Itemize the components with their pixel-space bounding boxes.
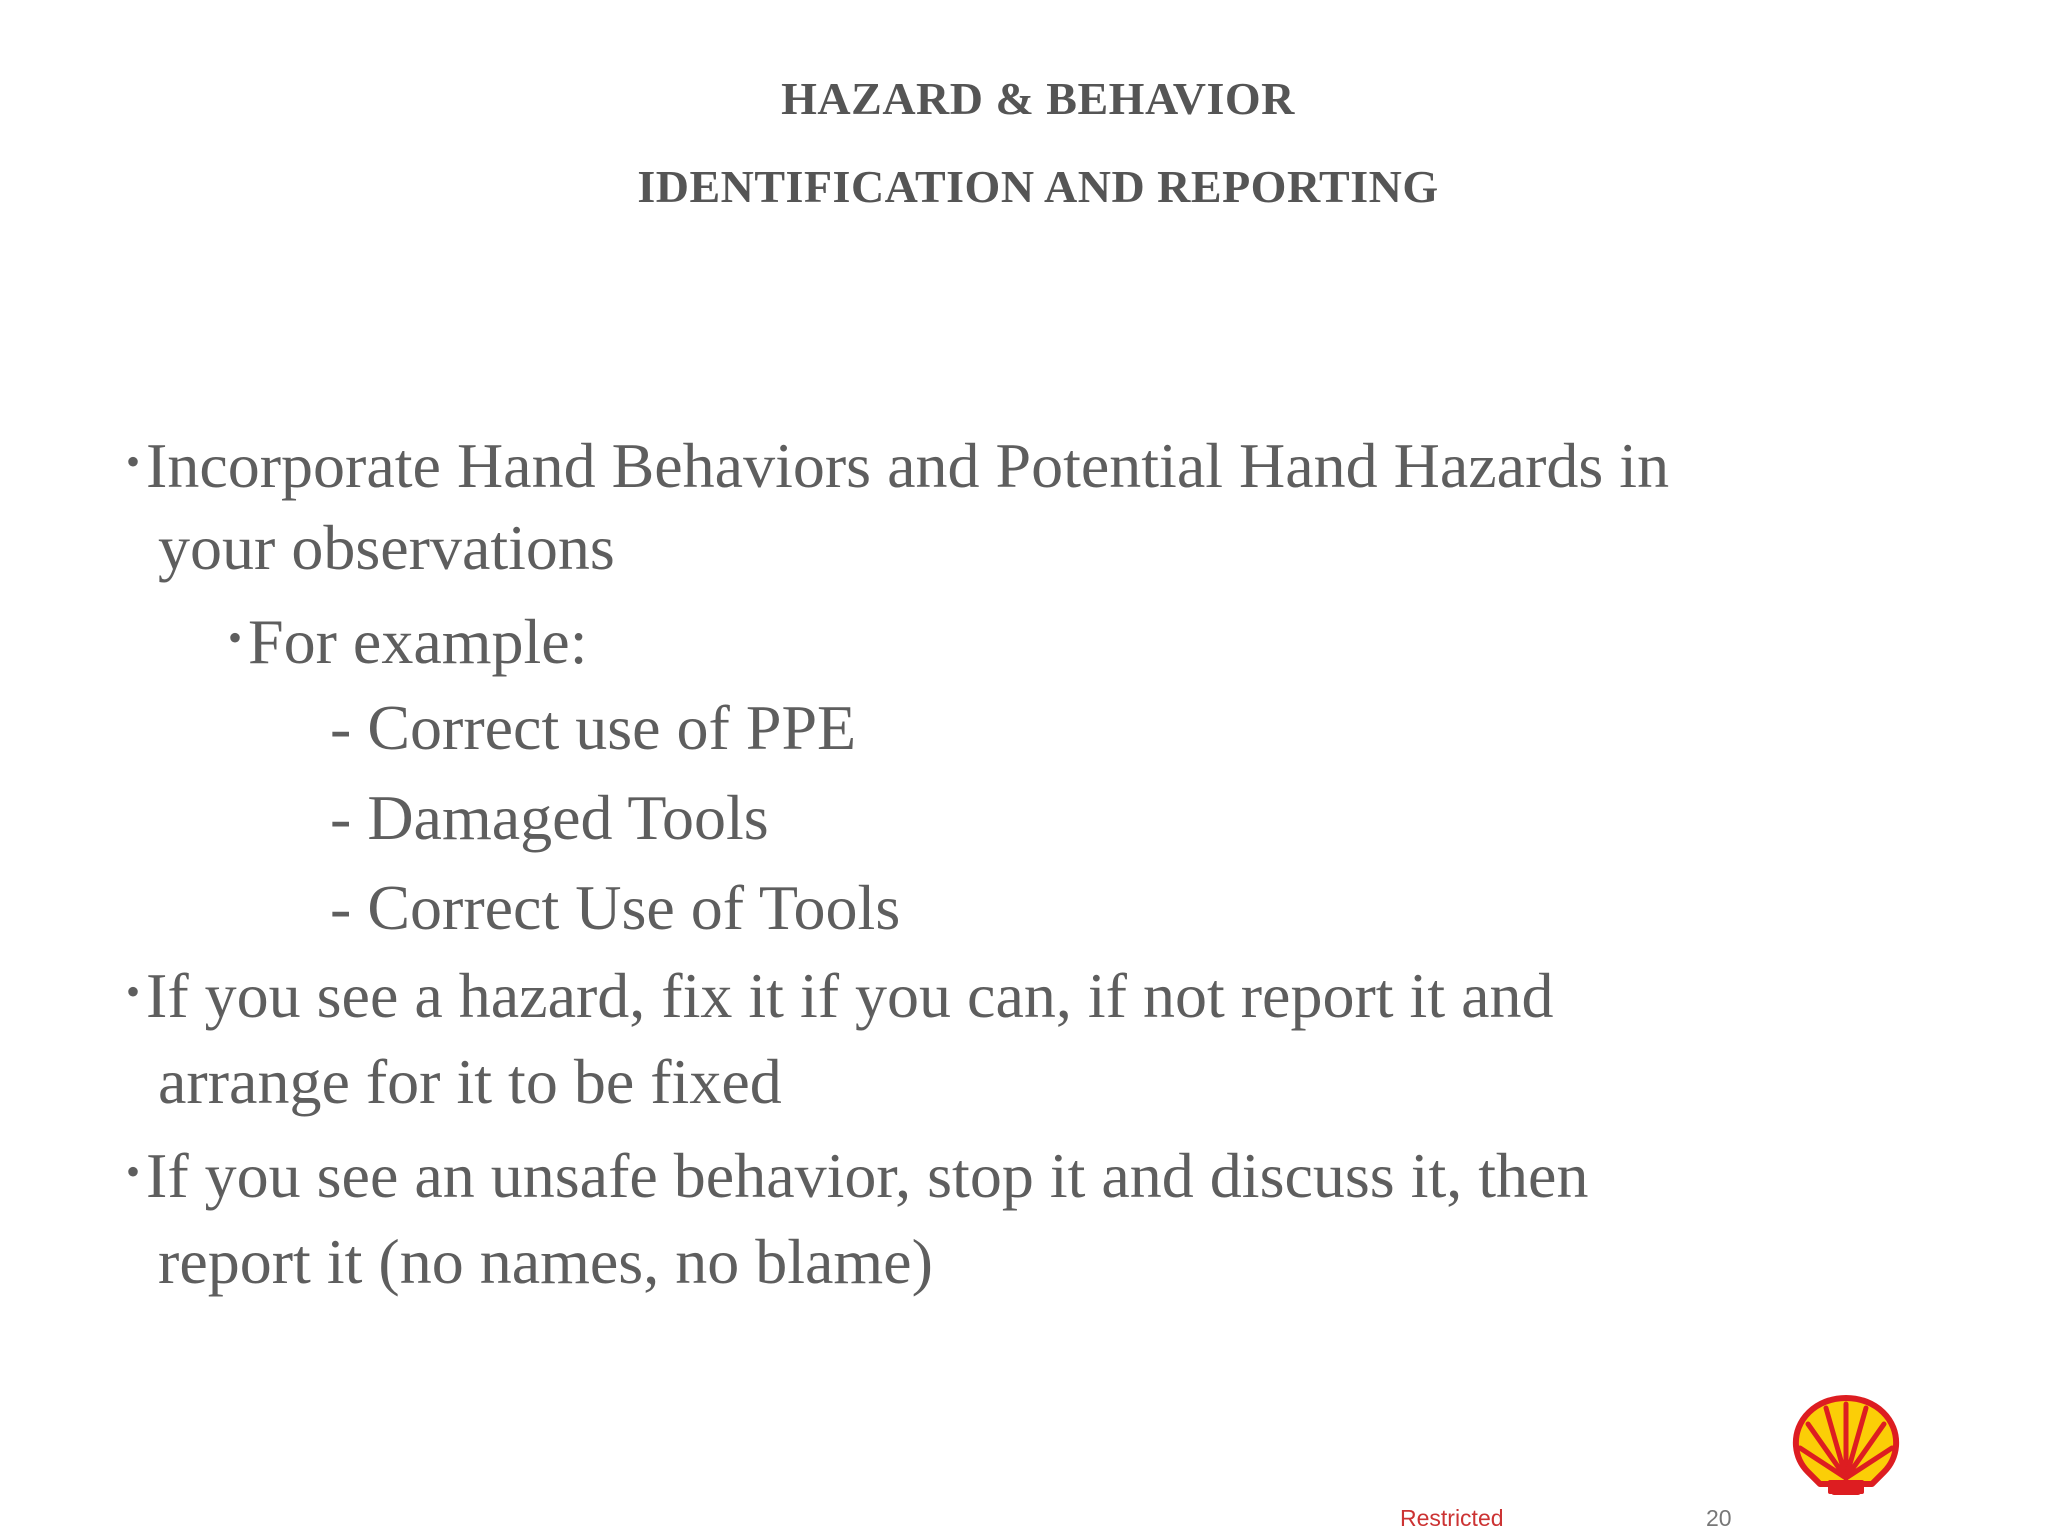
bullet-2-first-line — [126, 952, 1554, 1036]
page-number: 20 — [1706, 1505, 1732, 1531]
dash-item: - Correct use of PPE — [330, 692, 857, 763]
bullet-marker: • — [126, 1149, 141, 1194]
bullet-3-second-line: report it (no names, no blame) — [158, 1226, 933, 1297]
dash-item: - Damaged Tools — [330, 782, 769, 853]
bullet-3-text: If you see an unsafe behavior, stop it and discuss it, then — [146, 1140, 1589, 1211]
shell-logo-icon — [1788, 1392, 1904, 1500]
bullet-2-second-line: arrange for it to be fixed — [158, 1046, 782, 1117]
bullet-2-text: If you see a hazard, fix it if you can, if not report it and — [146, 960, 1554, 1031]
sub-bullet-text: For example: — [248, 606, 588, 677]
bullet-marker: • — [126, 439, 141, 484]
sub-bullet-line — [228, 598, 587, 682]
sub-bullet-marker: • — [228, 615, 243, 660]
bullet-1-first-line — [126, 422, 1669, 506]
dash-item: - Correct Use of Tools — [330, 872, 901, 943]
bullet-1-text: Incorporate Hand Behaviors and Potential Hand Hazards in — [146, 430, 1670, 501]
classification-label: Restricted — [1400, 1505, 1504, 1531]
slide-title-line-2: IDENTIFICATION AND REPORTING — [637, 161, 1439, 212]
bullet-marker: • — [126, 969, 141, 1014]
bullet-1-second-line: your observations — [158, 512, 615, 583]
bullet-3-first-line — [126, 1132, 1588, 1216]
slide-title-line-1: HAZARD & BEHAVIOR — [781, 73, 1295, 124]
